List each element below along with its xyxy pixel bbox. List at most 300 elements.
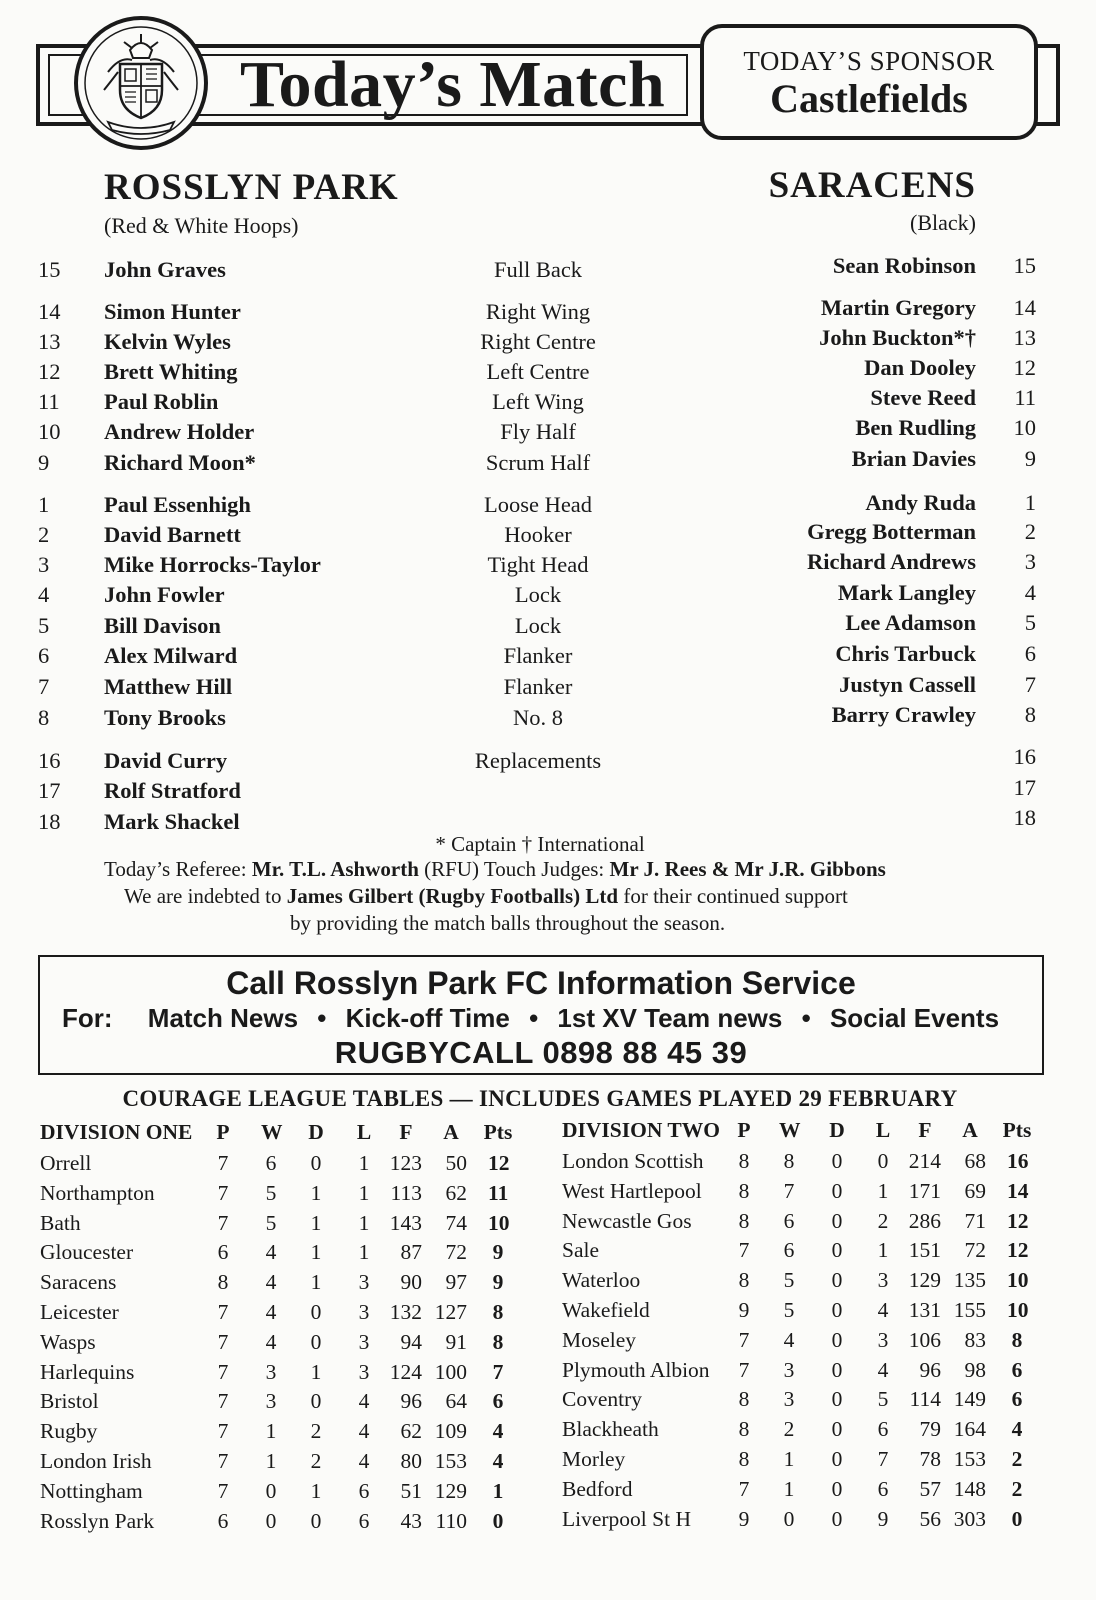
- points-cell: 8: [492, 1329, 504, 1354]
- lost-cell: 6: [877, 1417, 889, 1442]
- away-shirt-number: 5: [1024, 610, 1036, 635]
- played-cell: 7: [217, 1419, 229, 1444]
- drawn-cell: 0: [831, 1178, 843, 1203]
- topic-match-news: Match News: [147, 1003, 299, 1033]
- team-cell: Rosslyn Park: [40, 1508, 155, 1533]
- team-cell: Orrell: [40, 1151, 92, 1175]
- player-position: Right Centre: [480, 329, 596, 354]
- points-for-cell: 214: [908, 1149, 941, 1173]
- info-service-box: [38, 955, 1044, 1075]
- home-player-name: Alex Milward: [104, 643, 238, 668]
- points-for-cell: 106: [908, 1327, 941, 1352]
- home-player-name: Bill Davison: [104, 613, 221, 638]
- points-cell: 4: [1011, 1417, 1023, 1442]
- drawn-cell: 0: [310, 1508, 322, 1533]
- drawn-cell: 1: [310, 1240, 322, 1265]
- column-header: L: [875, 1118, 891, 1142]
- player-position: Right Wing: [485, 299, 591, 324]
- points-cell: 8: [1011, 1327, 1023, 1352]
- home-shirt-number: 6: [38, 643, 50, 668]
- played-cell: 8: [738, 1208, 750, 1233]
- away-player-name: Justyn Cassell: [839, 672, 976, 697]
- away-player-name: Brian Davies: [851, 446, 976, 471]
- won-cell: 3: [265, 1389, 277, 1414]
- played-cell: 7: [738, 1327, 750, 1352]
- player-position: Left Centre: [486, 359, 590, 384]
- played-cell: 7: [217, 1478, 229, 1503]
- referee-name: Mr. T.L. Ashworth: [251, 857, 419, 881]
- home-shirt-number: 4: [38, 582, 50, 607]
- away-shirt-number: 16: [1013, 744, 1036, 769]
- won-cell: 3: [783, 1387, 795, 1412]
- points-against-cell: 153: [953, 1447, 986, 1471]
- referee-prefix: Today’s Referee:: [104, 857, 252, 881]
- points-for-cell: 96: [919, 1357, 941, 1382]
- away-player-name: Steve Reed: [870, 385, 976, 410]
- won-cell: 5: [265, 1210, 277, 1235]
- points-against-cell: 50: [445, 1151, 467, 1175]
- topic-kickoff-time: Kick-off Time: [345, 1003, 510, 1033]
- home-player-name: Brett Whiting: [104, 359, 238, 384]
- player-position: Replacements: [474, 748, 602, 773]
- points-for-cell: 151: [908, 1238, 941, 1263]
- points-cell: 7: [492, 1359, 504, 1384]
- drawn-cell: 1: [310, 1180, 322, 1205]
- away-shirt-number: 7: [1024, 672, 1036, 697]
- points-for-cell: 124: [389, 1359, 422, 1384]
- away-player-name: Richard Andrews: [807, 549, 976, 574]
- won-cell: 3: [265, 1359, 277, 1384]
- player-position: No. 8: [513, 705, 563, 730]
- drawn-cell: 0: [831, 1327, 843, 1352]
- referee-union: (RFU) Touch Judges:: [418, 857, 610, 881]
- away-player-name: John Buckton*†: [819, 325, 976, 350]
- points-for-cell: 171: [908, 1178, 941, 1203]
- home-player-name: John Fowler: [104, 582, 225, 607]
- drawn-cell: 0: [831, 1417, 843, 1442]
- points-cell: 10: [488, 1210, 510, 1235]
- drawn-cell: 1: [310, 1359, 322, 1384]
- bullet-separator: •: [529, 1003, 539, 1033]
- team-cell: Blackheath: [562, 1417, 659, 1442]
- team-cell: West Hartlepool: [562, 1178, 702, 1203]
- points-against-cell: 303: [953, 1506, 986, 1531]
- lineup-row: [0, 746, 1096, 776]
- points-cell: 12: [488, 1151, 510, 1175]
- points-cell: 6: [492, 1389, 504, 1414]
- points-against-cell: 100: [434, 1359, 467, 1384]
- points-against-cell: 110: [435, 1508, 467, 1533]
- lost-cell: 1: [358, 1210, 370, 1235]
- drawn-cell: 0: [831, 1476, 843, 1501]
- lost-cell: 6: [358, 1478, 370, 1503]
- played-cell: 7: [217, 1329, 229, 1354]
- points-cell: 10: [1007, 1298, 1029, 1322]
- away-shirt-number: 10: [1013, 415, 1036, 440]
- home-player-name: Andrew Holder: [104, 419, 255, 444]
- points-for-cell: 286: [908, 1208, 941, 1233]
- column-header: A: [443, 1120, 459, 1144]
- won-cell: 1: [783, 1447, 795, 1471]
- team-cell: Sale: [562, 1238, 600, 1263]
- team-cell: Waterloo: [562, 1268, 641, 1293]
- player-position: Flanker: [503, 674, 573, 699]
- team-cell: Newcastle Gos: [562, 1208, 692, 1233]
- thanks-company: James Gilbert (Rugby Footballs) Ltd: [286, 884, 619, 908]
- division-title: DIVISION TWO: [562, 1118, 720, 1142]
- home-player-name: Mark Shackel: [104, 809, 240, 834]
- lost-cell: 3: [358, 1300, 370, 1324]
- team-cell: Saracens: [40, 1270, 117, 1295]
- info-service-phone: RUGBYCALL 0898 88 45 39: [334, 1035, 748, 1070]
- home-team-colours: (Red & White Hoops): [104, 213, 299, 238]
- home-shirt-number: 18: [38, 809, 61, 834]
- points-against-cell: 91: [445, 1329, 467, 1354]
- away-shirt-number: 9: [1024, 446, 1036, 471]
- lost-cell: 4: [358, 1449, 370, 1473]
- drawn-cell: 0: [831, 1447, 843, 1471]
- home-team-name: ROSSLYN PARK: [104, 167, 399, 208]
- points-cell: 16: [1007, 1149, 1029, 1173]
- played-cell: 6: [217, 1240, 229, 1265]
- points-for-cell: 131: [908, 1298, 941, 1322]
- points-for-cell: 56: [919, 1506, 941, 1531]
- points-against-cell: 69: [964, 1178, 986, 1203]
- points-for-cell: 94: [400, 1329, 422, 1354]
- info-service-topics: [62, 1003, 1011, 1034]
- column-header: D: [829, 1118, 845, 1142]
- away-shirt-number: 17: [1013, 775, 1036, 800]
- played-cell: 7: [738, 1238, 750, 1263]
- won-cell: 1: [265, 1419, 277, 1444]
- lineup-row: [0, 776, 1096, 806]
- player-position: Loose Head: [483, 492, 593, 517]
- points-for-cell: 90: [400, 1270, 422, 1295]
- column-header: Pts: [483, 1120, 513, 1144]
- column-header: W: [779, 1118, 801, 1142]
- points-for-cell: 43: [400, 1508, 422, 1533]
- points-for-cell: 57: [919, 1476, 941, 1501]
- won-cell: 1: [783, 1476, 795, 1501]
- lineup-row: [0, 611, 1096, 641]
- points-against-cell: 64: [445, 1389, 467, 1414]
- points-against-cell: 62: [445, 1180, 467, 1205]
- won-cell: 5: [265, 1180, 277, 1205]
- player-position: Scrum Half: [485, 450, 591, 475]
- points-against-cell: 149: [953, 1387, 986, 1412]
- home-shirt-number: 13: [38, 329, 61, 354]
- lineup-row: [0, 448, 1096, 478]
- away-shirt-number: 18: [1013, 805, 1036, 830]
- played-cell: 8: [738, 1417, 750, 1442]
- points-for-cell: 79: [919, 1417, 941, 1442]
- drawn-cell: 0: [831, 1357, 843, 1382]
- lost-cell: 0: [877, 1149, 889, 1173]
- won-cell: 0: [783, 1506, 795, 1531]
- lost-cell: 2: [877, 1208, 889, 1233]
- points-against-cell: 109: [434, 1419, 467, 1444]
- division-title: DIVISION ONE: [40, 1120, 193, 1144]
- touch-judges: Mr J. Rees & Mr J.R. Gibbons: [609, 857, 886, 881]
- points-for-cell: 96: [400, 1389, 422, 1414]
- page-title: Today’s Match: [240, 48, 666, 121]
- drawn-cell: 1: [310, 1210, 322, 1235]
- home-shirt-number: 7: [38, 674, 50, 699]
- played-cell: 8: [738, 1268, 750, 1293]
- team-cell: Bath: [40, 1210, 81, 1235]
- lost-cell: 1: [358, 1180, 370, 1205]
- home-player-name: Paul Roblin: [104, 389, 219, 414]
- team-cell: Morley: [562, 1447, 626, 1471]
- points-cell: 0: [492, 1508, 504, 1533]
- won-cell: 5: [783, 1268, 795, 1293]
- won-cell: 0: [265, 1508, 277, 1533]
- home-player-name: John Graves: [104, 257, 226, 282]
- lineup-row: [0, 580, 1096, 610]
- home-player-name: Simon Hunter: [104, 299, 241, 324]
- lost-cell: 1: [877, 1178, 889, 1203]
- info-service-title: Call Rosslyn Park FC Information Service: [226, 965, 856, 1001]
- away-shirt-number: 8: [1024, 702, 1036, 727]
- away-shirt-number: 15: [1013, 253, 1036, 278]
- won-cell: 6: [783, 1208, 795, 1233]
- played-cell: 9: [738, 1298, 750, 1322]
- team-cell: Gloucester: [40, 1240, 134, 1265]
- played-cell: 7: [738, 1357, 750, 1382]
- points-against-cell: 155: [953, 1298, 986, 1322]
- won-cell: 4: [265, 1240, 277, 1265]
- points-for-cell: 87: [400, 1240, 422, 1265]
- played-cell: 7: [217, 1449, 229, 1473]
- home-player-name: Paul Essenhigh: [104, 492, 251, 517]
- points-for-cell: 51: [400, 1478, 422, 1503]
- team-cell: London Scottish: [562, 1149, 704, 1173]
- won-cell: 0: [265, 1478, 277, 1503]
- played-cell: 6: [217, 1508, 229, 1533]
- points-cell: 6: [1011, 1357, 1023, 1382]
- player-position: Tight Head: [487, 552, 589, 577]
- away-team-name: SARACENS: [768, 165, 976, 206]
- column-header: F: [399, 1120, 413, 1144]
- lost-cell: 4: [358, 1389, 370, 1414]
- points-cell: 1: [492, 1478, 504, 1503]
- drawn-cell: 0: [831, 1238, 843, 1263]
- won-cell: 5: [783, 1298, 795, 1322]
- column-header: A: [962, 1118, 978, 1142]
- lost-cell: 1: [358, 1151, 370, 1175]
- points-for-cell: 78: [919, 1447, 941, 1471]
- points-cell: 9: [492, 1240, 504, 1265]
- points-against-cell: 97: [445, 1270, 467, 1295]
- drawn-cell: 0: [831, 1208, 843, 1233]
- points-against-cell: 153: [434, 1449, 467, 1473]
- lineup-row: [0, 417, 1096, 447]
- played-cell: 7: [738, 1476, 750, 1501]
- points-cell: 2: [1011, 1447, 1023, 1471]
- played-cell: 7: [217, 1210, 229, 1235]
- away-shirt-number: 4: [1024, 580, 1036, 605]
- points-cell: 4: [492, 1419, 504, 1444]
- lineup-row: [0, 255, 1096, 285]
- drawn-cell: 0: [831, 1387, 843, 1412]
- won-cell: 4: [265, 1300, 277, 1324]
- away-shirt-number: 1: [1024, 490, 1036, 515]
- thanks-prefix: We are indebted to: [124, 884, 287, 908]
- drawn-cell: 0: [831, 1506, 843, 1531]
- played-cell: 8: [217, 1270, 229, 1295]
- home-player-name: Rolf Stratford: [104, 778, 241, 803]
- played-cell: 7: [217, 1180, 229, 1205]
- column-header: P: [216, 1120, 230, 1144]
- away-shirt-number: 13: [1013, 325, 1036, 350]
- points-cell: 8: [492, 1300, 504, 1324]
- team-cell: Harlequins: [40, 1359, 135, 1384]
- played-cell: 7: [217, 1300, 229, 1324]
- points-for-cell: 132: [389, 1300, 422, 1324]
- lineup-row: [0, 520, 1096, 550]
- home-shirt-number: 8: [38, 705, 50, 730]
- points-cell: 14: [1007, 1178, 1029, 1203]
- home-player-name: Richard Moon*: [104, 450, 256, 475]
- referee-line: [104, 857, 886, 882]
- drawn-cell: 0: [831, 1149, 843, 1173]
- away-shirt-number: 12: [1013, 355, 1036, 380]
- sponsor-label: TODAY’S SPONSOR: [743, 46, 995, 76]
- drawn-cell: 0: [310, 1300, 322, 1324]
- topic-social-events: Social Events: [829, 1003, 1000, 1033]
- points-against-cell: 72: [964, 1238, 986, 1263]
- team-cell: Leicester: [40, 1300, 119, 1324]
- points-cell: 10: [1007, 1268, 1029, 1293]
- lost-cell: 3: [358, 1329, 370, 1354]
- points-cell: 9: [492, 1270, 504, 1295]
- player-position: Lock: [514, 582, 562, 607]
- team-cell: Plymouth Albion: [562, 1357, 710, 1382]
- column-header: F: [918, 1118, 932, 1142]
- bullet-separator: •: [801, 1003, 811, 1033]
- away-player-name: Sean Robinson: [832, 253, 976, 278]
- lineup-key: * Captain † International: [435, 832, 645, 856]
- lost-cell: 4: [877, 1298, 889, 1322]
- points-for-cell: 123: [389, 1151, 422, 1175]
- lost-cell: 6: [877, 1476, 889, 1501]
- played-cell: 9: [738, 1506, 750, 1531]
- points-for-cell: 129: [908, 1268, 941, 1293]
- points-cell: 0: [1011, 1506, 1023, 1531]
- for-label: For:: [62, 1003, 113, 1033]
- home-shirt-number: 10: [38, 419, 61, 444]
- lineup-row: [0, 672, 1096, 702]
- points-for-cell: 113: [390, 1180, 422, 1205]
- thanks-line-2: by providing the match balls throughout the season.: [290, 911, 726, 935]
- won-cell: 1: [265, 1449, 277, 1473]
- away-player-name: Lee Adamson: [845, 610, 976, 635]
- lost-cell: 4: [358, 1419, 370, 1444]
- away-shirt-number: 6: [1024, 641, 1036, 666]
- points-against-cell: 98: [964, 1357, 986, 1382]
- points-cell: 4: [492, 1449, 504, 1473]
- topic-team-news: 1st XV Team news: [557, 1003, 783, 1033]
- away-shirt-number: 2: [1024, 519, 1036, 544]
- lineup-row: [0, 550, 1096, 580]
- points-cell: 2: [1011, 1476, 1023, 1501]
- points-cell: 12: [1007, 1208, 1029, 1233]
- away-shirt-number: 14: [1013, 295, 1036, 320]
- home-player-name: Mike Horrocks-Taylor: [104, 552, 321, 577]
- home-player-name: Matthew Hill: [104, 674, 233, 699]
- lost-cell: 6: [358, 1508, 370, 1533]
- home-player-name: Tony Brooks: [104, 705, 226, 730]
- team-cell: Wakefield: [562, 1298, 650, 1322]
- points-against-cell: 71: [964, 1208, 986, 1233]
- lineup-row: [0, 490, 1096, 520]
- player-position: Lock: [514, 613, 562, 638]
- drawn-cell: 2: [310, 1419, 322, 1444]
- points-against-cell: 127: [434, 1300, 467, 1324]
- home-shirt-number: 9: [38, 450, 50, 475]
- sponsor-thanks-line: [124, 884, 848, 909]
- played-cell: 8: [738, 1178, 750, 1203]
- lost-cell: 1: [877, 1238, 889, 1263]
- away-player-name: Gregg Botterman: [807, 519, 976, 544]
- bullet-separator: •: [317, 1003, 327, 1033]
- played-cell: 8: [738, 1387, 750, 1412]
- thanks-suffix: for their continued support: [618, 884, 848, 908]
- home-player-name: Kelvin Wyles: [104, 329, 231, 354]
- sponsor-name: Castlefields: [770, 76, 968, 121]
- team-cell: Bristol: [40, 1389, 99, 1414]
- drawn-cell: 0: [310, 1329, 322, 1354]
- home-player-name: David Curry: [104, 748, 228, 773]
- played-cell: 7: [217, 1359, 229, 1384]
- points-for-cell: 80: [400, 1449, 422, 1473]
- points-against-cell: 72: [445, 1240, 467, 1265]
- sponsor-box: [700, 24, 1038, 140]
- team-cell: Wasps: [40, 1329, 96, 1354]
- home-shirt-number: 5: [38, 613, 50, 638]
- column-header: Pts: [1002, 1118, 1032, 1142]
- home-shirt-number: 12: [38, 359, 61, 384]
- player-position: Flanker: [503, 643, 573, 668]
- team-cell: Moseley: [562, 1327, 637, 1352]
- player-position: Left Wing: [492, 389, 584, 414]
- played-cell: 8: [738, 1447, 750, 1471]
- away-shirt-number: 3: [1024, 549, 1036, 574]
- won-cell: 2: [783, 1417, 795, 1442]
- points-cell: 12: [1007, 1238, 1029, 1263]
- away-team-colours: (Black): [910, 210, 976, 235]
- played-cell: 7: [217, 1151, 229, 1175]
- column-header: P: [737, 1118, 751, 1142]
- away-player-name: Chris Tarbuck: [835, 641, 976, 666]
- lost-cell: 7: [877, 1447, 889, 1471]
- team-cell: Northampton: [40, 1180, 155, 1205]
- drawn-cell: 1: [310, 1270, 322, 1295]
- lost-cell: 5: [877, 1387, 889, 1412]
- player-position: Hooker: [504, 522, 572, 547]
- away-player-name: Andy Ruda: [865, 490, 976, 515]
- home-shirt-number: 11: [38, 389, 60, 414]
- lost-cell: 4: [877, 1357, 889, 1382]
- lost-cell: 3: [358, 1359, 370, 1384]
- player-position: Fly Half: [500, 419, 576, 444]
- lineup-row: [0, 641, 1096, 671]
- lineup-row: [0, 703, 1096, 733]
- played-cell: 8: [738, 1149, 750, 1173]
- home-shirt-number: 3: [38, 552, 50, 577]
- won-cell: 8: [783, 1149, 795, 1173]
- won-cell: 6: [783, 1238, 795, 1263]
